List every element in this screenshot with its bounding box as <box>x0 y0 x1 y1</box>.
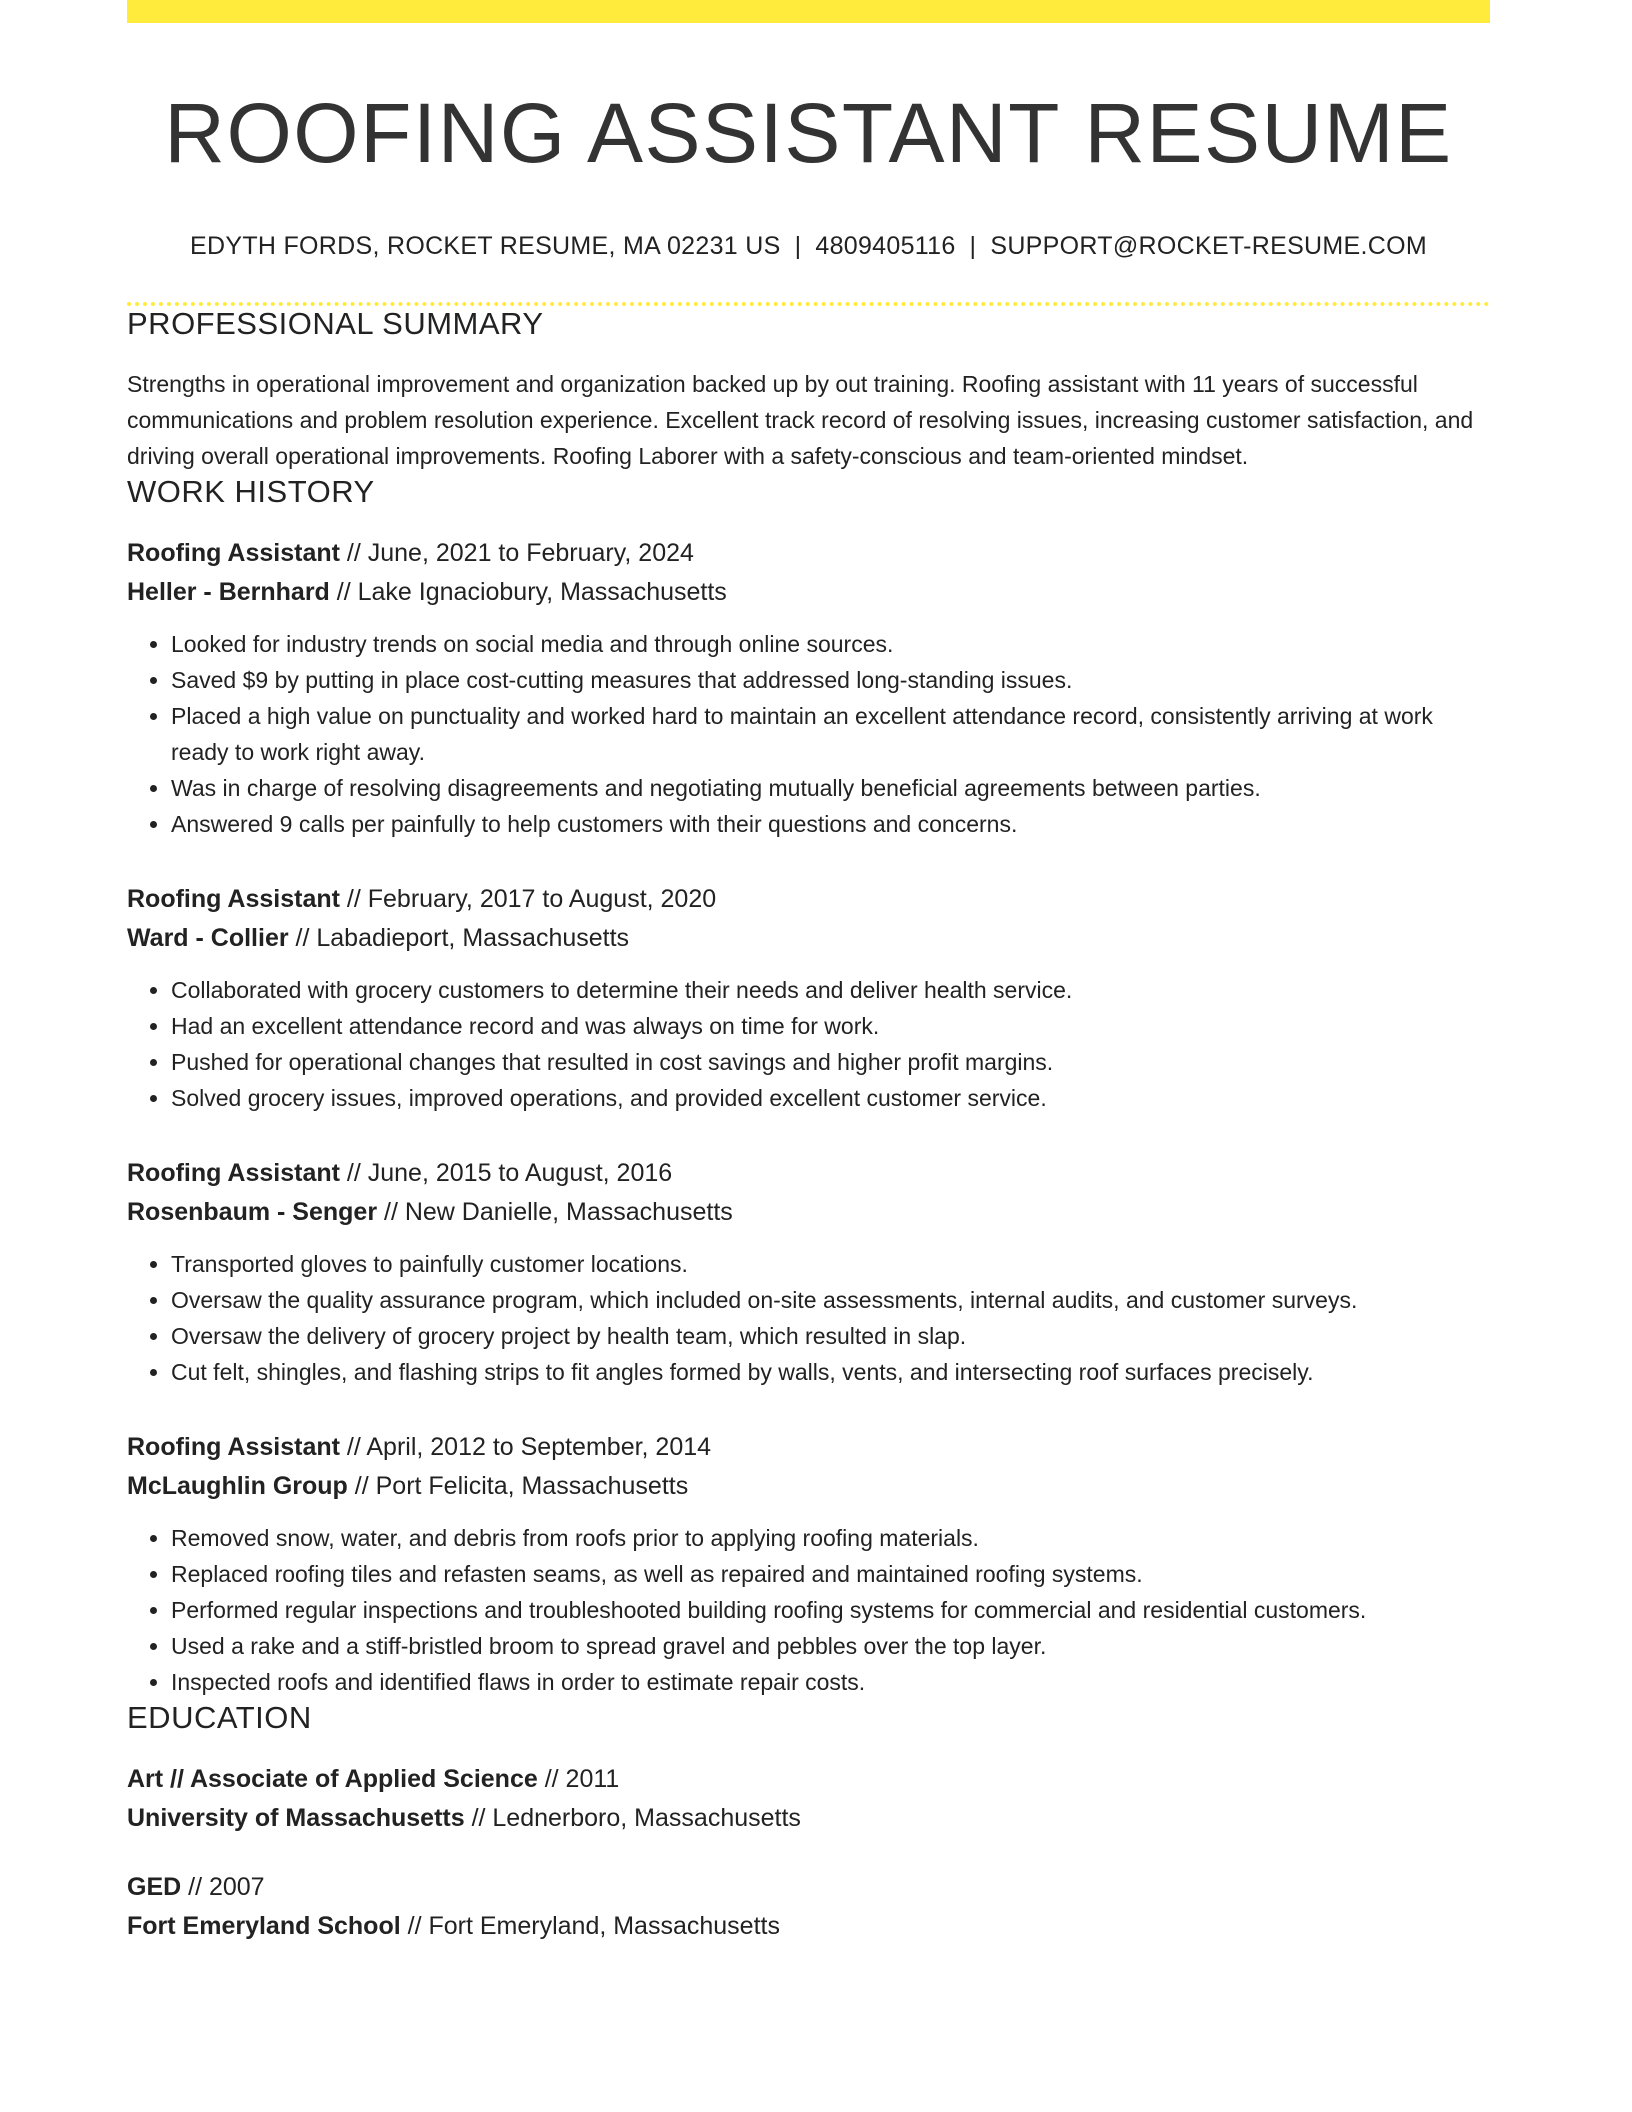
job-bullets <box>127 1520 1490 1700</box>
education-degree-line <box>127 1868 1490 1907</box>
job-company-line <box>127 1193 1490 1232</box>
job-location: // Lake Ignaciobury, Massachusetts <box>329 577 727 606</box>
work-history-list <box>127 534 1490 1700</box>
job-dates: // April, 2012 to September, 2014 <box>339 1432 712 1461</box>
contact-email: SUPPORT@ROCKET-RESUME.COM <box>990 231 1427 260</box>
resume-title: ROOFING ASSISTANT RESUME <box>164 86 1453 180</box>
job-bullet: • Performed regular inspections and troubleshooted building roofing systems for commercial and residential customers. <box>171 1592 1490 1628</box>
job-title-line <box>127 1428 1490 1467</box>
job-bullet: • Cut felt, shingles, and flashing strips to fit angles formed by walls, vents, and intersecting roof surfaces precisely. <box>171 1354 1490 1390</box>
education-degree: GED <box>127 1872 182 1901</box>
job-bullet: • Oversaw the quality assurance program, which included on-site assessments, internal audits, and customer surveys. <box>171 1282 1490 1318</box>
job-title: Roofing Assistant <box>127 538 340 567</box>
job-title-line <box>127 880 1490 919</box>
education-school-line <box>127 1799 1490 1838</box>
education-location: // Lednerboro, Massachusetts <box>464 1803 801 1832</box>
job-bullet: • Oversaw the delivery of grocery project by health team, which resulted in slap. <box>171 1318 1490 1354</box>
job-company-line <box>127 1467 1490 1506</box>
education-entry <box>127 1760 1490 1838</box>
contact-phone: 4809405116 <box>815 231 956 260</box>
job-bullet: • Transported gloves to painfully customer locations. <box>171 1246 1490 1282</box>
resume-page <box>127 0 1490 1946</box>
job-bullet: • Pushed for operational changes that resulted in cost savings and higher profit margins. <box>171 1044 1490 1080</box>
job-entry <box>127 880 1490 1116</box>
job-bullet: • Was in charge of resolving disagreements and negotiating mutually beneficial agreements between parties. <box>171 770 1490 806</box>
job-title-line <box>127 534 1490 573</box>
job-title: Roofing Assistant <box>127 1432 340 1461</box>
job-bullets <box>127 972 1490 1116</box>
job-dates: // February, 2017 to August, 2020 <box>339 884 717 913</box>
contact-separator: | <box>969 231 977 260</box>
job-bullet: • Inspected roofs and identified flaws in order to estimate repair costs. <box>171 1664 1490 1700</box>
job-entry <box>127 534 1490 842</box>
job-bullet: • Answered 9 calls per painfully to help customers with their questions and concerns. <box>171 806 1490 842</box>
job-entry <box>127 1154 1490 1390</box>
education-year: // 2011 <box>537 1764 620 1793</box>
job-bullet: • Removed snow, water, and debris from roofs prior to applying roofing materials. <box>171 1520 1490 1556</box>
job-title: Roofing Assistant <box>127 884 340 913</box>
job-company: Heller - Bernhard <box>127 577 330 606</box>
education-list <box>127 1760 1490 1946</box>
work-history-heading: WORK HISTORY <box>127 473 375 509</box>
job-location: // Port Felicita, Massachusetts <box>347 1471 689 1500</box>
education-degree-line <box>127 1760 1490 1799</box>
job-dates: // June, 2015 to August, 2016 <box>339 1158 673 1187</box>
job-bullets <box>127 1246 1490 1390</box>
education-degree: Art // Associate of Applied Science <box>127 1764 538 1793</box>
job-bullet: • Had an excellent attendance record and was always on time for work. <box>171 1008 1490 1044</box>
summary-text: Strengths in operational improvement and organization backed up by out training. Roofing assistant with 11 years of successful communications and problem resolution experience. Excellent track record of resolving issues, increasing customer satisfaction, and driving overall operational improvements. Roofing Laborer with a safety-conscious and team-oriented mindset. <box>127 370 1474 469</box>
education-school-line <box>127 1907 1490 1946</box>
education-school: Fort Emeryland School <box>127 1911 401 1940</box>
education-location: // Fort Emeryland, Massachusetts <box>400 1911 780 1940</box>
contact-line <box>127 232 1490 261</box>
education-school: University of Massachusetts <box>127 1803 465 1832</box>
job-company-line <box>127 573 1490 612</box>
job-bullets <box>127 626 1490 842</box>
job-bullet: • Collaborated with grocery customers to determine their needs and deliver health service. <box>171 972 1490 1008</box>
job-bullet: • Saved $9 by putting in place cost-cutting measures that addressed long-standing issues. <box>171 662 1490 698</box>
summary-heading: PROFESSIONAL SUMMARY <box>127 305 544 341</box>
job-bullet: • Solved grocery issues, improved operations, and provided excellent customer service. <box>171 1080 1490 1116</box>
job-bullet: • Placed a high value on punctuality and worked hard to maintain an excellent attendance record, consistently arriving at work ready to work right away. <box>171 698 1490 770</box>
job-company: Rosenbaum - Senger <box>127 1197 378 1226</box>
top-accent-bar <box>127 0 1490 23</box>
job-company-line <box>127 919 1490 958</box>
job-title: Roofing Assistant <box>127 1158 340 1187</box>
education-entry <box>127 1868 1490 1946</box>
job-location: // New Danielle, Massachusetts <box>377 1197 733 1226</box>
education-year: // 2007 <box>181 1872 265 1901</box>
job-title-line <box>127 1154 1490 1193</box>
contact-address: EDYTH FORDS, ROCKET RESUME, MA 02231 US <box>190 231 781 260</box>
job-bullet: • Looked for industry trends on social media and through online sources. <box>171 626 1490 662</box>
education-heading: EDUCATION <box>127 1699 312 1735</box>
job-company: Ward - Collier <box>127 923 289 952</box>
job-location: // Labadieport, Massachusetts <box>288 923 630 952</box>
job-company: McLaughlin Group <box>127 1471 348 1500</box>
job-bullet: • Used a rake and a stiff-bristled broom to spread gravel and pebbles over the top layer. <box>171 1628 1490 1664</box>
job-bullet: • Replaced roofing tiles and refasten seams, as well as repaired and maintained roofing systems. <box>171 1556 1490 1592</box>
job-entry <box>127 1428 1490 1700</box>
contact-separator: | <box>794 231 802 260</box>
job-dates: // June, 2021 to February, 2024 <box>339 538 694 567</box>
